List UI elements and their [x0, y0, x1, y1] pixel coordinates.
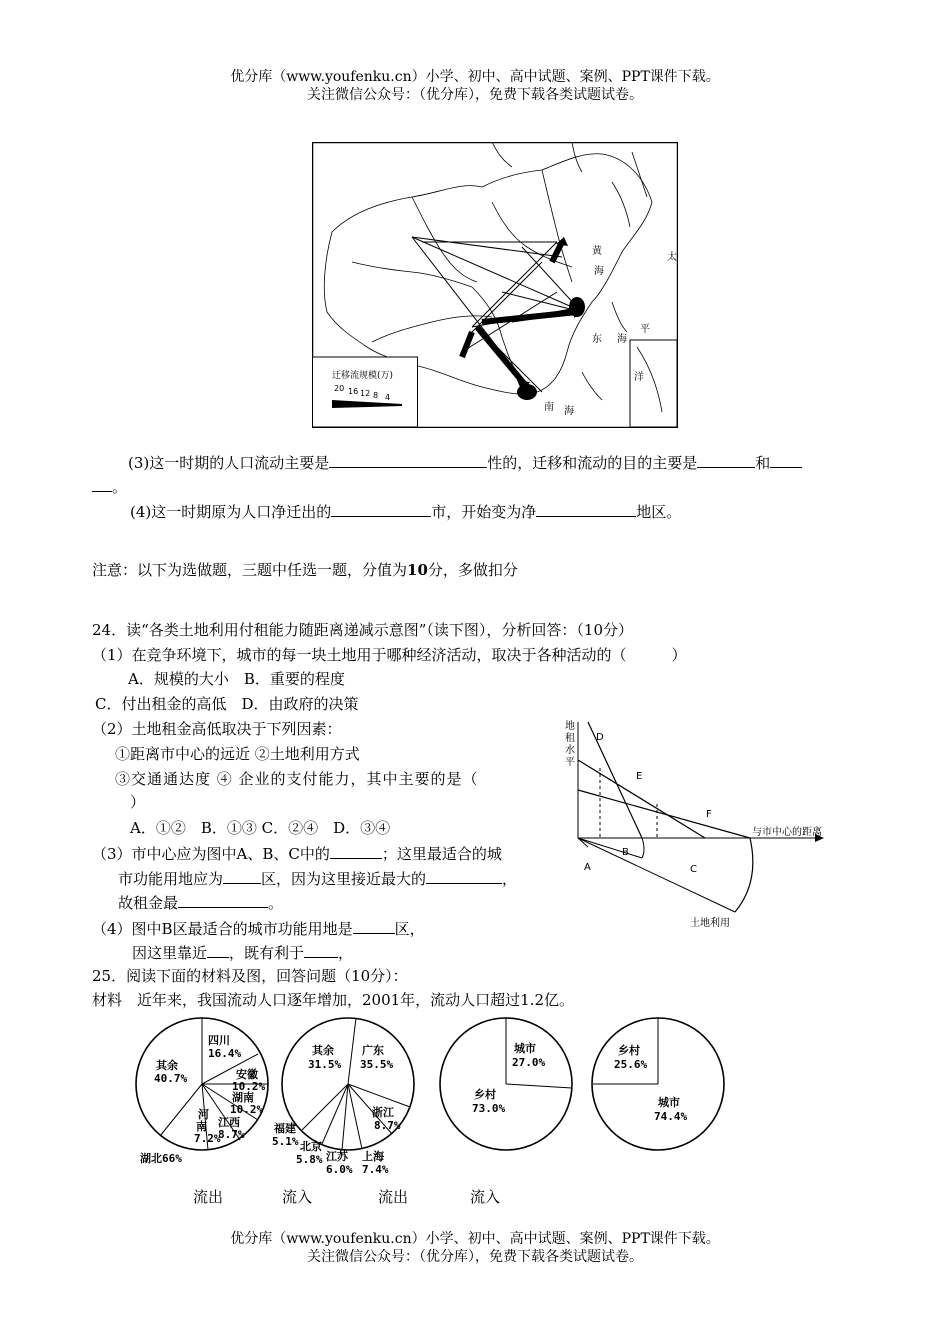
map-label-tai: 太 [667, 252, 677, 263]
pie2-jiangsu: 江苏 [326, 1150, 348, 1163]
pie-caption-4: 流入 [470, 1188, 501, 1206]
q24-q1-options-ab: A．规模的大小 B．重要的程度 [128, 670, 345, 688]
legend-value-4: 8 [373, 391, 379, 400]
q24-q2-factors-1: ①距离市中心的远近 ②土地利用方式 [115, 745, 360, 763]
rent-diagram [560, 712, 840, 934]
pie1-henan-2: 南 [196, 1120, 207, 1133]
q24-title: 24．读“各类土地利用付租能力随距离递减示意图”（读下图），分析回答：（10分） [92, 621, 634, 639]
q23-part4: (4)这一时期原为人口净迁出的 市，开始变为净 地区。 [130, 503, 682, 521]
pie1-sichuan-v: 16.4% [208, 1047, 242, 1060]
pie-charts [130, 1012, 730, 1177]
rent-ylabel-1: 地 [565, 721, 575, 732]
rent-label-d: D [596, 732, 604, 743]
q24-q4-line2: 因这里靠近 ，既有利于 ， [132, 944, 354, 962]
rent-label-e: E [636, 771, 643, 782]
pie1-jiangxi: 江西 [218, 1116, 240, 1129]
map-label-huang: 黄 [592, 246, 602, 257]
map-label-ping: 平 [640, 324, 650, 335]
pie-caption-3: 流出 [378, 1188, 409, 1206]
legend-title: 迁移流规模(万) [332, 371, 394, 381]
pie1-hunan-v: 10.2% [230, 1103, 264, 1116]
rent-label-c: C [690, 864, 697, 875]
map-label-hai3: 海 [564, 406, 574, 417]
rent-ylabel-2: 租 [565, 733, 575, 744]
pie1-jiangxi-v: 8.7% [218, 1128, 245, 1141]
pie2-qiyu: 其余 [312, 1044, 334, 1057]
footer-line-2: 关注微信公众号：（优分库），免费下载各类试题试卷。 [307, 1249, 643, 1265]
pie4-village-v: 25.6% [614, 1058, 648, 1071]
rent-label-b: B [622, 847, 629, 858]
pie2-guangdong: 广东 [362, 1044, 384, 1057]
legend-value-2: 16 [348, 387, 359, 396]
q24-q2-factors-2: ③交通通达度 ④ 企业的支付能力，其中主要的是（ [115, 770, 479, 788]
pie2-beijing: 北京 [300, 1140, 322, 1153]
q24-q4-line1: （4）图中B区最适合的城市功能用地是 区， [92, 920, 425, 938]
pie1-qiyu-v: 40.7% [154, 1072, 188, 1085]
map-label-dong: 东 [592, 334, 602, 345]
pie-caption-2: 流入 [282, 1188, 313, 1206]
pie-caption-1: 流出 [193, 1188, 224, 1206]
pie2-jiangsu-v: 6.0% [326, 1163, 353, 1176]
q25-material: 材料 近年来，我国流动人口逐年增加，2001年，流动人口超过1.2亿。 [92, 991, 575, 1009]
legend-value-1: 20 [334, 384, 345, 393]
pie3-village: 乡村 [474, 1088, 496, 1101]
pie2-shanghai-v: 7.4% [362, 1163, 389, 1176]
pie-3-outflow [440, 1018, 572, 1150]
pie2-zhejiang: 浙江 [372, 1106, 394, 1119]
rent-label-a: A [584, 862, 591, 873]
pie1-qiyu: 其余 [156, 1059, 178, 1072]
pie3-city-v: 27.0% [512, 1056, 546, 1069]
pie2-fujian: 福建 [274, 1122, 296, 1135]
q24-q2-options: A．①② B．①③ C．②④ D．③④ [130, 819, 391, 837]
pie4-city: 城市 [658, 1096, 680, 1109]
pie4-village: 乡村 [618, 1044, 640, 1057]
q24-q2: （2）土地租金高低取决于下列因素： [92, 720, 342, 738]
pie2-beijing-v: 5.8% [296, 1153, 323, 1166]
pie2-zhejiang-v: 8.7% [374, 1119, 401, 1132]
rent-ylabel-4: 平 [565, 757, 575, 768]
map-label-hai1: 海 [594, 266, 604, 277]
map-label-yang: 洋 [634, 372, 644, 383]
q23-part3-cont: 。 [92, 476, 127, 497]
q23-part3: (3)这一时期的人口流动主要是 性的，迁移和流动的目的主要是 和 [128, 452, 802, 473]
pie-4-inflow [592, 1018, 724, 1150]
pie1-anhui-v: 10.2% [232, 1080, 266, 1093]
map-label-hai2: 海 [617, 334, 627, 345]
pie1-henan: 河 [198, 1108, 209, 1121]
q24-q1-options-cd: C．付出租金的高低 D．由政府的决策 [95, 695, 359, 713]
elective-note: 注意：以下为选做题，三题中任选一题，分值为10分，多做扣分 [92, 561, 518, 579]
pie-1-outflow [136, 1018, 268, 1165]
q24-q1: （1）在竞争环境下，城市的每一块土地用于哪种经济活动，取决于各种活动的（ ） [92, 646, 687, 664]
pie-2-inflow [272, 1018, 414, 1176]
rent-bottom-label: 土地利用 [690, 918, 730, 929]
rent-xlabel: 与市中心的距离 [752, 827, 822, 838]
pie3-village-v: 73.0% [472, 1102, 506, 1115]
q24-q3-line1: （3）市中心应为图中A、B、C中的 ；这里最适合的城 [92, 845, 502, 863]
pie1-henan-v: 7.2% [194, 1132, 221, 1145]
pie3-city: 城市 [514, 1042, 536, 1055]
rent-ylabel-3: 水 [565, 745, 575, 756]
pie2-shanghai: 上海 [362, 1150, 384, 1163]
q24-q2-factors-3: ） [130, 793, 146, 811]
pie4-city-v: 74.4% [654, 1110, 688, 1123]
rent-label-f: F [706, 809, 712, 820]
header-line-2: 关注微信公众号：（优分库），免费下载各类试题试卷。 [307, 87, 643, 103]
pie1-hubei: 湖北66% [140, 1152, 182, 1165]
pie1-sichuan: 四川 [208, 1034, 230, 1047]
legend-value-5: 4 [385, 393, 391, 402]
footer-line-1: 优分库（www.youfenku.cn）小学、初中、高中试题、案例、PPT课件下载。 [230, 1231, 720, 1247]
header-line-1: 优分库（www.youfenku.cn）小学、初中、高中试题、案例、PPT课件下载。 [230, 69, 720, 85]
pie1-anhui: 安徽 [236, 1068, 258, 1081]
pie1-hunan: 湖南 [232, 1091, 254, 1104]
pie2-qiyu-v: 31.5% [308, 1058, 342, 1071]
pie2-fujian-v: 5.1% [272, 1135, 299, 1148]
pie2-guangdong-v: 35.5% [360, 1058, 394, 1071]
migration-map [312, 142, 678, 428]
q24-q3-line2: 市功能用地应为 区，因为这里接近最大的 ， [118, 870, 518, 888]
map-label-nan: 南 [544, 402, 554, 413]
q24-q3-line3: 故租金最 。 [118, 894, 284, 912]
q25-title: 25．阅读下面的材料及图，回答问题（10分）： [92, 967, 408, 985]
legend-value-3: 12 [360, 389, 371, 398]
